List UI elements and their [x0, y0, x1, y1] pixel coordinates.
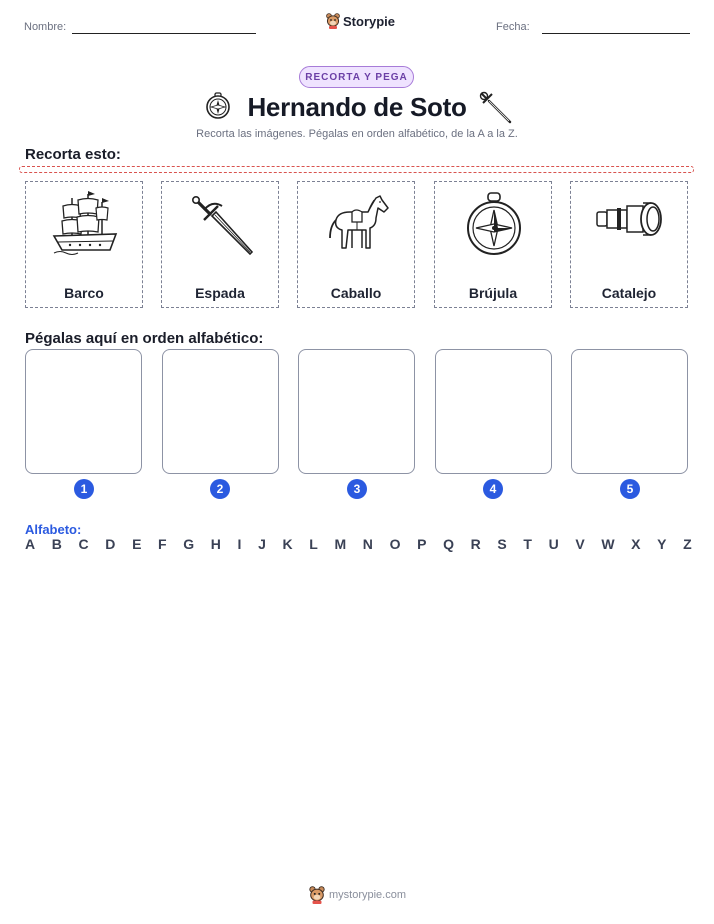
slot-number-badge: 2 — [210, 479, 230, 499]
ship-icon — [50, 190, 120, 260]
footer-site-link[interactable]: mystorypie.com — [329, 889, 407, 901]
cut-section-label: Recorta esto: — [25, 146, 121, 163]
alphabet-letter: M — [334, 536, 347, 552]
card-label: Barco — [64, 285, 104, 301]
slot-number-badge: 5 — [620, 479, 640, 499]
alphabet-letter: Z — [683, 536, 692, 552]
alphabet-letter: U — [548, 536, 559, 552]
slot-number-badge: 1 — [74, 479, 94, 499]
horse-icon — [322, 190, 392, 260]
cut-card-caballo[interactable] — [297, 181, 415, 308]
alphabet-letter: K — [282, 536, 293, 552]
alphabet-letter: I — [237, 536, 242, 552]
storypie-mascot-icon — [309, 886, 325, 904]
alphabet-row — [25, 536, 692, 552]
brand-logo — [326, 13, 395, 29]
alphabet-letter: W — [601, 536, 615, 552]
alphabet-letter: N — [362, 536, 373, 552]
alphabet-label: Alfabeto: — [25, 522, 82, 537]
alphabet-letter: P — [417, 536, 427, 552]
paste-slot-2[interactable] — [162, 349, 279, 474]
sword-icon — [478, 90, 512, 124]
cut-card-espada[interactable] — [161, 181, 279, 308]
slot-number-badge: 3 — [347, 479, 367, 499]
date-field-line[interactable] — [542, 33, 690, 34]
alphabet-letter: C — [78, 536, 89, 552]
alphabet-letter: G — [183, 536, 195, 552]
alphabet-letter: L — [309, 536, 318, 552]
alphabet-letter: J — [258, 536, 266, 552]
page-title: Hernando de Soto — [247, 92, 467, 122]
activity-badge: RECORTA Y PEGA — [299, 66, 414, 88]
paste-slot-3[interactable] — [298, 349, 415, 474]
alphabet-letter: S — [497, 536, 507, 552]
compass-icon — [459, 190, 529, 260]
alphabet-letter: X — [631, 536, 641, 552]
alphabet-letter: R — [470, 536, 481, 552]
paste-section-label: Pégalas aquí en orden alfabético: — [25, 330, 264, 347]
alphabet-letter: Y — [657, 536, 667, 552]
date-label: Fecha: — [496, 21, 530, 33]
alphabet-letter: V — [575, 536, 585, 552]
cut-card-catalejo[interactable] — [570, 181, 688, 308]
storypie-mascot-icon — [326, 13, 340, 29]
alphabet-letter: T — [523, 536, 532, 552]
alphabet-letter: Q — [443, 536, 454, 552]
spyglass-icon — [595, 190, 665, 260]
sword-icon — [186, 190, 256, 260]
name-label: Nombre: — [24, 21, 67, 33]
card-label: Catalejo — [601, 285, 657, 301]
cut-card-barco[interactable] — [25, 181, 143, 308]
brand-name: Storypie — [343, 13, 396, 29]
alphabet-letter: E — [132, 536, 142, 552]
alphabet-letter: H — [210, 536, 221, 552]
paste-slot-5[interactable] — [571, 349, 688, 474]
card-label: Caballo — [330, 285, 382, 301]
paste-slot-4[interactable] — [435, 349, 552, 474]
instructions: Recorta las imágenes. Pégalas en orden alfabético, de la A a la Z. — [196, 128, 518, 140]
name-field-line[interactable] — [72, 33, 256, 34]
alphabet-letter: D — [105, 536, 116, 552]
alphabet-letter: A — [25, 536, 36, 552]
slot-number-badge: 4 — [483, 479, 503, 499]
footer — [309, 886, 406, 904]
paste-slot-1[interactable] — [25, 349, 142, 474]
card-label: Brújula — [468, 285, 518, 301]
alphabet-letter: O — [389, 536, 401, 552]
card-label: Espada — [195, 285, 245, 301]
alphabet-letter: F — [158, 536, 167, 552]
cut-card-brujula[interactable] — [434, 181, 552, 308]
alphabet-letter: B — [51, 536, 62, 552]
cut-line — [19, 166, 694, 173]
